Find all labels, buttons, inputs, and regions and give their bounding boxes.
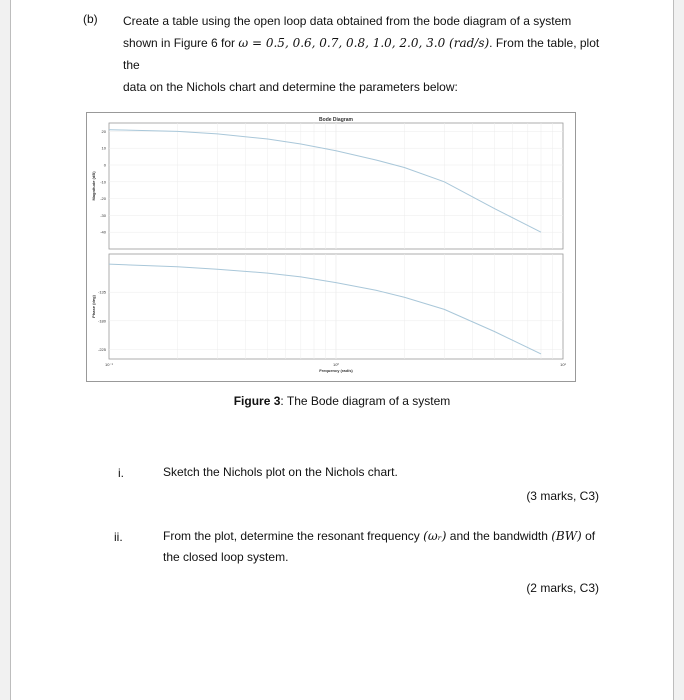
page-left-edge xyxy=(0,0,11,700)
magnitude-y-tick-label: -20 xyxy=(100,196,106,202)
figure-caption-label: Figure 3 xyxy=(233,394,281,408)
item-2-text xyxy=(163,526,603,568)
figure-caption xyxy=(0,394,684,408)
bandwidth-symbol: (BW) xyxy=(551,529,582,543)
question-line-2-pre: shown in Figure 6 for xyxy=(123,36,239,50)
x-tick-label: 10⁰ xyxy=(332,362,340,367)
question-line-2-post: . From the table, plot the xyxy=(123,36,600,72)
bode-title: Bode Diagram xyxy=(319,117,353,123)
phase-y-tick-label: -225 xyxy=(97,346,106,352)
item-2-number: ii. xyxy=(114,530,123,544)
phase-y-tick-label: -135 xyxy=(97,289,106,295)
magnitude-y-tick-label: -30 xyxy=(100,212,106,218)
item-1-number: i. xyxy=(118,466,124,480)
question-text xyxy=(123,10,613,98)
item-1-text: Sketch the Nichols plot on the Nichols chart. xyxy=(163,465,398,479)
figure-caption-text: : The Bode diagram of a system xyxy=(280,394,451,408)
phase-y-label: Phase (deg) xyxy=(91,295,96,318)
item-2-line-1 xyxy=(163,526,603,547)
question-line-1: Create a table using the open loop data obtained from the bode diagram of a system xyxy=(123,14,572,28)
x-tick-label: 10⁻¹ xyxy=(105,362,113,367)
question-line-3: data on the Nichols chart and determine the parameters below: xyxy=(123,80,458,94)
magnitude-y-tick-label: 0 xyxy=(103,162,106,168)
bode-figure xyxy=(86,112,576,382)
omega-values: ω = 0.5, 0.6, 0.7, 0.8, 1.0, 2.0, 3.0 (rad/s) xyxy=(238,36,490,50)
page-right-edge xyxy=(673,0,684,700)
item-2-line-2: the closed loop system. xyxy=(163,550,289,564)
question-label: (b) xyxy=(83,12,98,26)
item-2-text-mid: and the bandwidth xyxy=(446,529,552,543)
magnitude-y-tick-label: -40 xyxy=(100,229,106,235)
x-tick-label: 10¹ xyxy=(560,362,566,367)
resonant-frequency-symbol: (ωᵣ) xyxy=(423,529,447,543)
bode-diagram xyxy=(87,113,575,381)
item-2-text-pre: From the plot, determine the resonant frequency xyxy=(163,529,424,543)
magnitude-y-tick-label: 10 xyxy=(101,145,106,151)
phase-y-tick-label: -180 xyxy=(97,318,106,324)
item-2-text-post: of xyxy=(581,529,596,543)
magnitude-y-tick-label: 20 xyxy=(101,128,106,134)
item-1-marks: (3 marks, C3) xyxy=(526,489,599,503)
item-2-marks: (2 marks, C3) xyxy=(526,581,599,595)
x-axis-label: Frequency (rad/s) xyxy=(319,368,353,373)
question-line-2 xyxy=(123,32,613,76)
magnitude-y-tick-label: -10 xyxy=(100,179,106,185)
magnitude-y-label: Magnitude (dB) xyxy=(91,171,96,201)
